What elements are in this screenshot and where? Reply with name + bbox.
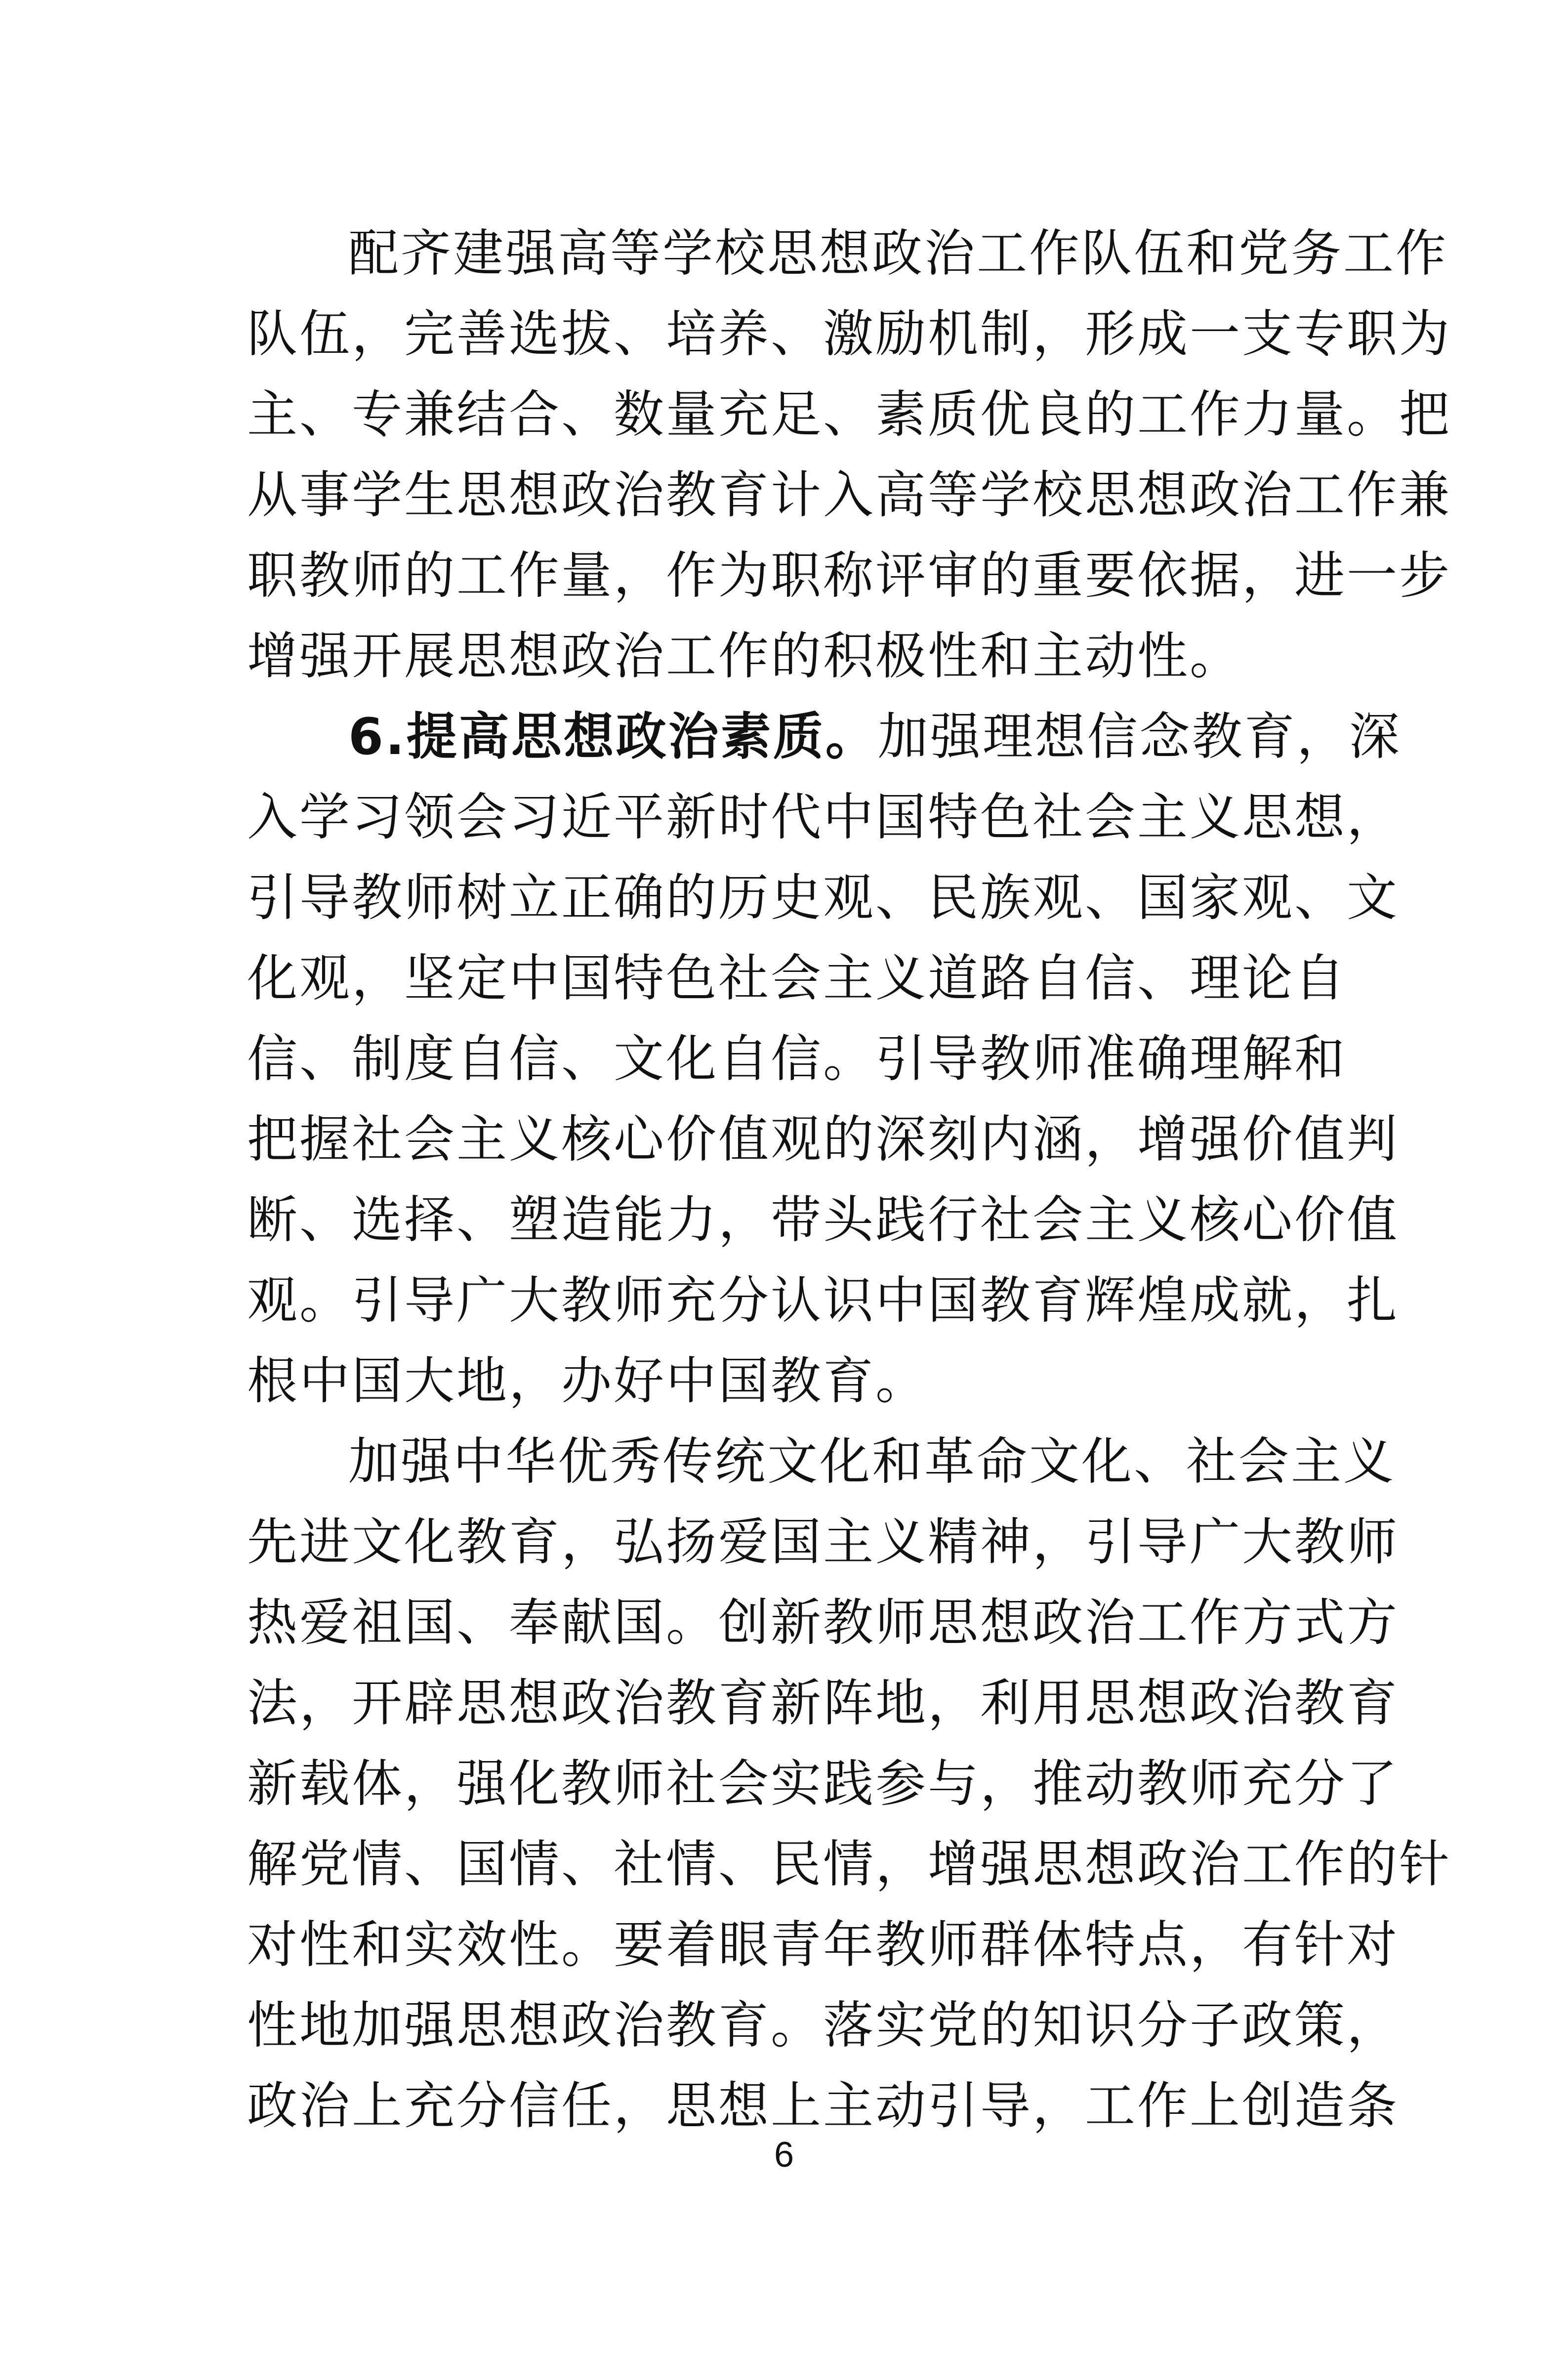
text-line: 职教师的工作量，作为职称评审的重要依据，进一步 <box>247 546 1451 605</box>
text-line: 增强开展思想政治工作的积极性和主动性。 <box>247 627 1242 686</box>
text-line: 法，开辟思想政治教育新阵地，利用思想政治教育 <box>247 1674 1399 1733</box>
text-line: 热爱祖国、奉献国。创新教师思想政治工作方式方 <box>247 1594 1399 1652</box>
text-line: 引导教师树立正确的历史观、民族观、国家观、文 <box>247 869 1399 927</box>
text-line: 新载体，强化教师社会实践参与，推动教师充分了 <box>247 1755 1399 1813</box>
text-line: 配齐建强高等学校思想政治工作队伍和党务工作 <box>348 224 1448 283</box>
text-line: 性地加强思想政治教育。落实党的知识分子政策， <box>247 1996 1399 2055</box>
text-line: 根中国大地，办好中国教育。 <box>247 1352 928 1411</box>
text-line <box>247 697 1402 777</box>
text-line: 先进文化教育，弘扬爱国主义精神，引导广大教师 <box>247 1513 1399 1572</box>
page-number: 6 <box>774 2135 794 2175</box>
text-line: 观。引导广大教师充分认识中国教育辉煌成就，扎 <box>247 1271 1399 1330</box>
section-heading: 6.提高思想政治素质。 <box>348 708 878 766</box>
text-line: 主、专兼结合、数量充足、素质优良的工作力量。把 <box>247 385 1451 444</box>
text-line: 政治上充分信任，思想上主动引导，工作上创造条 <box>247 2077 1399 2136</box>
text-line: 解党情、国情、社情、民情，增强思想政治工作的针 <box>247 1835 1451 1894</box>
text-line: 信、制度自信、文化自信。引导教师准确理解和 <box>247 1030 1347 1089</box>
text-line: 从事学生思想政治教育计入高等学校思想政治工作兼 <box>247 466 1451 525</box>
text-line: 加强中华优秀传统文化和革命文化、社会主义 <box>348 1432 1396 1491</box>
text-line: 对性和实效性。要着眼青年教师群体特点，有针对 <box>247 1916 1399 1975</box>
text-line: 入学习领会习近平新时代中国特色社会主义思想， <box>247 788 1399 847</box>
text-line: 把握社会主义核心价值观的深刻内涵，增强价值判 <box>247 1110 1399 1169</box>
text-line: 断、选择、塑造能力，带头践行社会主义核心价值 <box>247 1191 1399 1250</box>
text-line: 队伍，完善选拔、培养、激励机制，形成一支专职为 <box>247 305 1451 364</box>
text-line-rest: 加强理想信念教育，深 <box>877 708 1402 766</box>
body-text <box>247 213 1451 2146</box>
text-line: 化观，坚定中国特色社会主义道路自信、理论自 <box>247 949 1347 1008</box>
